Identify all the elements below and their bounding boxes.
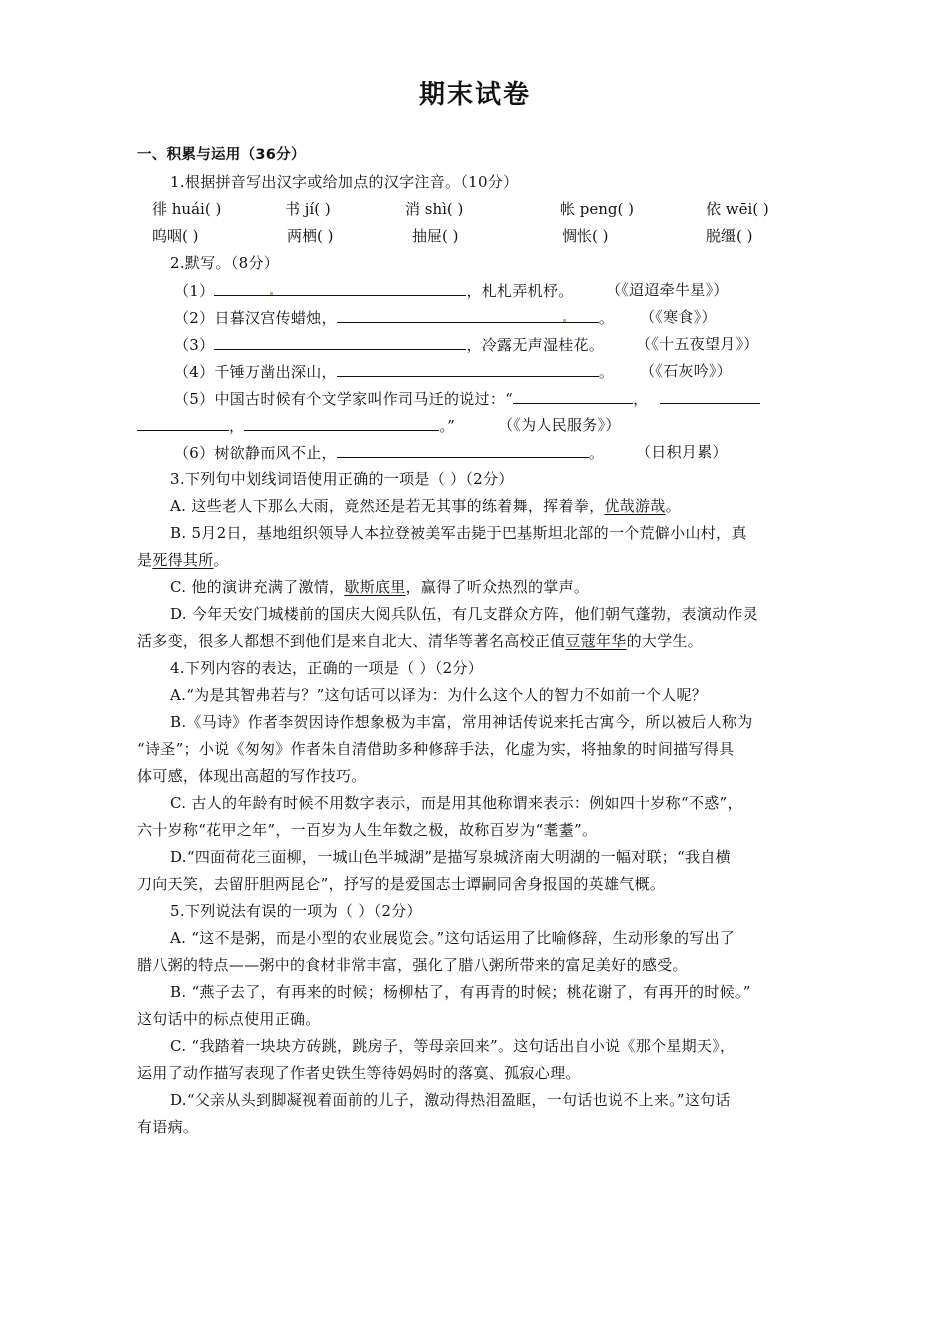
option-b-cont: 体可感，体现出高超的写作技巧。	[137, 767, 367, 785]
verse-text: （5）中国古时候有个文学家叫作司马迁的说过：“	[174, 390, 514, 408]
option-a: A. “这不是粥，而是小型的农业展览会。”这句话运用了比喻修辞，生动形象的写出了	[170, 929, 736, 947]
pinyin-item: 惆怅( )	[562, 227, 609, 245]
option-c: C. 古人的年龄有时候不用数字表示，而是用其他称谓来表示：例如四十岁称“不惑”，	[170, 794, 743, 812]
option-c-cont: 运用了动作描写表现了作者史铁生等待妈妈时的落寞、孤寂心理。	[137, 1064, 581, 1082]
underlined-term: 歇斯底里	[344, 578, 406, 596]
source-label: （《寒食》）	[640, 308, 717, 326]
verse-text: 。	[598, 309, 615, 327]
source-label: （《为人民服务》）	[498, 416, 621, 434]
pinyin-item: 徘 huái( )	[152, 200, 222, 218]
question-1-stem: 1.根据拼音写出汉字或给加点的汉字注音。（10分）	[170, 173, 519, 191]
option-a-cont: 腊八粥的特点——粥中的食材非常丰富，强化了腊八粥所带来的富足美好的感受。	[137, 956, 688, 974]
answer-blank[interactable]	[337, 361, 599, 377]
mark-dot	[563, 319, 566, 322]
dictation-line	[174, 361, 614, 382]
answer-blank[interactable]	[513, 388, 633, 404]
option-c: C. “我踏着一块块方砖跳，跳房子，等母亲回来”。这句话出自小说《那个星期天》，	[170, 1037, 736, 1055]
dictation-line	[174, 280, 574, 301]
source-label: （《十五夜望月》）	[636, 335, 759, 353]
verse-text: 。	[598, 363, 615, 381]
option-c-cont: 六十岁称“花甲之年”，一百岁为人生年数之极，故称百岁为“耄耋”。	[137, 821, 598, 839]
answer-blank[interactable]	[214, 334, 466, 350]
option-b: B.《马诗》作者李贺因诗作想象极为丰富，常用神话传说来托古寓今，所以被后人称为	[170, 713, 753, 731]
dictation-line	[174, 334, 604, 355]
mark-dot	[270, 292, 273, 295]
verse-text: ，冷露无声湿桂花。	[466, 336, 605, 354]
source-label: （《石灰吟》）	[640, 362, 733, 380]
answer-blank[interactable]	[337, 307, 599, 323]
option-d-cont: 有语病。	[137, 1118, 199, 1136]
source-label: （日积月累）	[636, 443, 728, 461]
answer-blank[interactable]	[214, 280, 466, 296]
dictation-line	[174, 442, 604, 463]
option-d: D.“四面荷花三面柳，一城山色半城湖”是描写泉城济南大明湖的一幅对联；“我自横	[170, 848, 731, 866]
option-d: D.“父亲从头到脚凝视着面前的儿子，激动得热泪盈眶，一句话也说不上来。”这句话	[170, 1091, 731, 1109]
option-d-cont	[137, 631, 703, 651]
option-b: B. 5月2日，基地组织领导人本拉登被美军击毙于巴基斯坦北部的一个荒僻小山村，真	[170, 524, 747, 542]
dictation-line	[137, 415, 455, 436]
option-text: 。	[665, 497, 681, 515]
section-heading: 一、积累与运用（36分）	[137, 147, 306, 163]
verse-text: （2）日暮汉宫传蜡烛，	[174, 309, 337, 327]
option-b-cont	[137, 550, 229, 570]
option-text: 活多变，很多人都想不到他们是来自北大、清华等著名高校正值	[137, 632, 566, 650]
pinyin-item: 帐 peng( )	[560, 200, 634, 218]
line-number: （1）	[174, 282, 215, 300]
verse-text: ，札札弄机杼。	[466, 282, 574, 300]
answer-blank[interactable]	[337, 442, 589, 458]
pinyin-item: 呜咽( )	[152, 227, 199, 245]
answer-blank[interactable]	[660, 388, 760, 404]
verse-text: 。”	[439, 417, 456, 435]
underlined-term: 优哉游哉	[604, 497, 666, 515]
dictation-line	[174, 307, 614, 328]
question-2-stem: 2.默写。（8分）	[170, 254, 280, 272]
verse-text: （6）树欲静而风不止，	[174, 444, 337, 462]
option-c	[170, 577, 589, 597]
verse-text: 。	[588, 444, 605, 462]
question-3-stem: 3.下列句中划线词语使用正确的一项是（ ）（2分）	[170, 470, 514, 488]
option-text: A. 这些老人下那么大雨，竟然还是若无其事的练着舞，挥着拳，	[170, 497, 605, 515]
pinyin-item: 消 shì( )	[405, 200, 464, 218]
question-4-stem: 4.下列内容的表达，正确的一项是（ ）（2分）	[170, 659, 484, 677]
verse-text: ，	[229, 417, 245, 435]
source-label: （《迢迢牵牛星》）	[606, 281, 729, 299]
option-b-cont: 这句话中的标点使用正确。	[137, 1010, 321, 1028]
pinyin-item: 书 jí( )	[285, 200, 331, 218]
option-b-cont: “诗圣”；小说《匆匆》作者朱自清借助多种修辞手法，化虚为实，将抽象的时间描写得具	[137, 740, 735, 758]
option-a	[170, 496, 681, 516]
option-text: 的大学生。	[626, 632, 704, 650]
line-number: （3）	[174, 336, 215, 354]
option-text: 。	[213, 551, 229, 569]
question-5-stem: 5.下列说法有误的一项为（ ）（2分）	[170, 902, 422, 920]
underlined-term: 豆蔻年华	[565, 632, 627, 650]
option-text: 是	[137, 551, 153, 569]
underlined-term: 死得其所	[152, 551, 214, 569]
option-d-cont: 刀向天笑，去留肝胆两昆仑”，抒写的是爱国志士谭嗣同舍身报国的英雄气概。	[137, 875, 666, 893]
dictation-line	[174, 388, 760, 409]
option-b: B. “燕子去了，有再来的时候；杨柳枯了，有再青的时候；桃花谢了，有再开的时候。”	[170, 983, 751, 1001]
verse-text: ，	[633, 390, 649, 408]
pinyin-item: 抽屉( )	[412, 227, 459, 245]
page-title: 期末试卷	[418, 80, 531, 110]
answer-blank[interactable]	[137, 415, 229, 431]
pinyin-item: 依 wēi( )	[706, 200, 769, 218]
answer-blank[interactable]	[244, 415, 439, 431]
pinyin-item: 脱缰( )	[706, 227, 753, 245]
option-text: C. 他的演讲充满了激情，	[170, 578, 345, 596]
option-text: ，赢得了听众热烈的掌声。	[405, 578, 590, 596]
verse-text: （4）千锤万凿出深山，	[174, 363, 337, 381]
option-d: D. 今年天安门城楼前的国庆大阅兵队伍，有几支群众方阵，他们朝气蓬勃，表演动作灵	[170, 605, 759, 623]
option-a: A.“为是其智弗若与？”这句话可以译为：为什么这个人的智力不如前一个人呢？	[170, 686, 708, 704]
pinyin-item: 两栖( )	[287, 227, 334, 245]
